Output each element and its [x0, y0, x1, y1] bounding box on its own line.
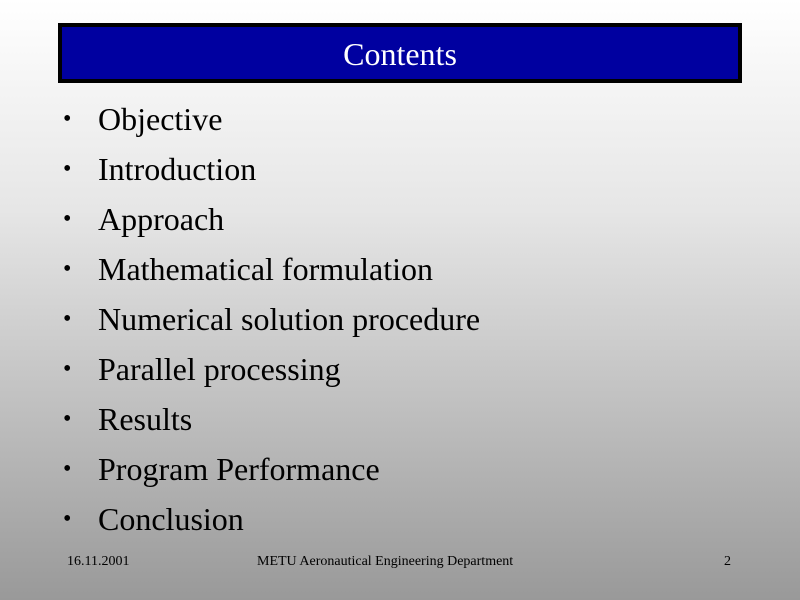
- list-item: [63, 95, 480, 145]
- bullet-icon: •: [63, 355, 72, 382]
- bullet-icon: •: [63, 206, 72, 233]
- footer-page-number: 2: [724, 554, 731, 569]
- bullet-icon: •: [63, 405, 72, 432]
- list-item-label: Mathematical formulation: [98, 251, 433, 288]
- list-item-label: Program Performance: [98, 450, 380, 487]
- list-item: [63, 195, 480, 245]
- list-item: [63, 444, 480, 494]
- list-item-label: Conclusion: [98, 500, 244, 537]
- bullet-icon: •: [63, 505, 72, 532]
- slide-title-panel: [62, 27, 738, 79]
- slide-title-bar: [58, 23, 742, 83]
- list-item-label: Objective: [98, 101, 223, 138]
- bullet-icon: •: [63, 306, 72, 332]
- list-item-label: Results: [98, 400, 193, 437]
- contents-list: [63, 95, 480, 544]
- bullet-icon: •: [63, 455, 72, 482]
- list-item: [63, 145, 480, 195]
- slide-title: Contents: [343, 36, 457, 72]
- footer-date: 16.11.2001: [67, 554, 130, 569]
- list-item-label: Approach: [98, 201, 225, 238]
- list-item: [63, 245, 480, 295]
- bullet-icon: •: [63, 256, 72, 283]
- bullet-icon: •: [63, 156, 72, 183]
- list-item: [63, 494, 480, 544]
- list-item-label: Introduction: [98, 151, 257, 188]
- bullet-icon: •: [63, 106, 72, 133]
- list-item: [63, 344, 480, 394]
- list-item: [63, 394, 480, 444]
- list-item-label: Numerical solution procedure: [98, 301, 481, 337]
- footer-department: METU Aeronautical Engineering Department: [257, 554, 514, 569]
- list-item-label: Parallel processing: [98, 350, 341, 387]
- list-item: [63, 295, 480, 345]
